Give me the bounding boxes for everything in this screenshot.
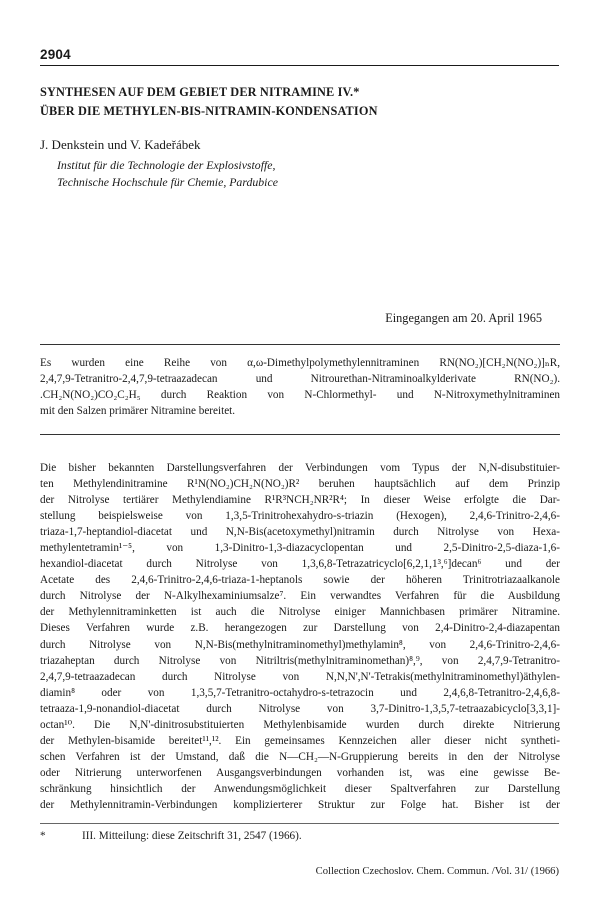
affiliation-line-1: Institut für die Technologie der Explosivstoffe, [57,158,276,172]
body-line: der Methylennitramin-Verbindungen komplizierterer Struktur zur Folge hat. Bisher ist der [40,798,560,811]
body-line: schränkung hinsichtlich der Anwendungsmöglichkeit dieser Spaltverfahren zur Darstellung [40,782,560,795]
body-line: der Methylen-bisamide bereitet¹¹,¹². Ein gemeinsames Kennzeichen aller dieser nicht syntheti- [40,734,560,747]
body-line: Die bisher bekannten Darstellungsverfahren der Verbindungen vom Typus der N,N-disubstituier- [40,462,560,474]
body-line: triazaheptan durch Nitrolyse von Nitriltris(methylnitraminomethan)⁸,⁹, von 2,4,7,9-Tetranitro- [40,654,560,667]
journal-footer: Collection Czechoslov. Chem. Commun. /Vol. 31/ (1966) [315,866,559,877]
abstract-line: mit den Salzen primärer Nitramine bereitet. [40,405,236,418]
title-line-1: SYNTHESEN AUF DEM GEBIET DER NITRAMINE IV.* [40,85,360,99]
footnote-rule [40,823,559,824]
body-line: octan¹⁰. Die N,N'-dinitrosubstituierten Methylenbisamide wurden durch direkte Nitrierung [40,718,560,731]
body-line: schen Verfahren ist der Umstand, daß die N—CH₂—N-Gruppierung bereits in den der Nitrolyse [40,750,560,763]
body-line: durch Nitrolyse der N-Alkylhexaminiumsalze⁷. Ein verwandtes Verfahren für die Ausbildung [40,590,560,603]
abstract-line: .CH₂N(NO₂)CO₂C₂H₅ durch Reaktion von N-Chlormethyl- und N-Nitroxymethylnitraminen [40,389,560,402]
body-line: hexandiol-diacetat durch Nitrolyse von 1,3,6,8-Tetrazatricyclo[6,2,1,1³,⁶]decan⁶ und der [40,558,560,571]
body-line: 2,4,7,9-tetraazadecan durch Nitrolyse von N,N,N',N'-Tetrakis(methylnitraminomethyl)äthylen- [40,670,560,683]
footnote-mark: * [40,830,46,842]
abstract-line: 2,4,7,9-Tetranitro-2,4,7,9-tetraazadecan und Nitrourethan-Nitraminoalkylderivate RN(NO₂). [40,373,560,386]
page-number: 2904 [40,47,71,62]
body-line: stellung beispielsweise von 1,3,5-Trinitrohexahydro-s-triazin (Hexogen), 2,4,6-Trinitro-2,4,6- [40,510,560,523]
body-line: durch Nitrolyse von N,N-Bis(methylnitraminomethyl)methylamin⁸, von 2,4,6-Trinitro-2,4,6- [40,638,560,651]
article-title [40,83,560,121]
body-line: methylentetramin¹⁻⁵, von 1,3-Dinitro-1,3-diazacyclopentan und 2,5-Dinitro-2,5-diaza-1,6- [40,542,560,555]
footnote [40,830,560,842]
header-rule [40,65,559,66]
body-line: Acetate des 2,4,6-Trinitro-2,4,6-triaza-1-heptanols sowie der höheren Trinitrotriazaalkanole [40,574,560,587]
body-line: oder Nitrierung unterworfenen Ausgangsverbindungen vorhanden ist, was eine gewisse Be- [40,766,560,779]
abstract [40,355,560,419]
body-line: der Methylennitraminketten ist auch die Nitrolyse einiger Mannichbasen primärer Nitramine. [40,606,560,619]
body-line: tetraaza-1,9-nonandiol-diacetat durch Nitrolyse von 3,7-Dinitro-1,3,5,7-tetraazabicyclo[3,3,1]- [40,702,560,715]
received-date: Eingegangen am 20. April 1965 [385,311,542,325]
body-text [40,460,560,813]
body-line: ten Methylendinitramine R¹N(NO₂)CH₂N(NO₂)R² beruhen hauptsächlich auf dem Prinzip [40,478,560,491]
footnote-text: III. Mitteilung: diese Zeitschrift 31, 2547 (1966). [82,830,302,842]
title-line-2: ÜBER DIE METHYLEN-BIS-NITRAMIN-KONDENSATION [40,104,378,118]
abstract-line: Es wurden eine Reihe von α,ω-Dimethylpolymethylennitraminen RN(NO₂)[CH₂N(NO₂)]ₙR, [40,357,560,369]
authors: J. Denkstein und V. Kadeřábek [40,137,201,152]
body-line: triaza-1,7-heptandiol-diacetat und N,N-Bis(acetoxymethyl)nitramin durch Nitrolyse von Hexa- [40,526,560,539]
affiliation-line-2: Technische Hochschule für Chemie, Pardubice [57,174,278,189]
affiliation [57,157,278,190]
body-line: diamin⁸ oder von 1,3,5,7-Tetranitro-octahydro-s-tetrazocin und 2,4,6,8-Tetranitro-2,4,6,8- [40,686,560,699]
body-line: der Nitrolyse tertiärer Methylendiamine R¹R³NCH₂NR²R⁴; In dieser Weise erfolgte die Dar- [40,494,560,507]
body-line: Dieses Verfahren wurde z.B. herangezogen zur Darstellung von 2,4-Dinitro-2,4-diazapentan [40,622,560,635]
